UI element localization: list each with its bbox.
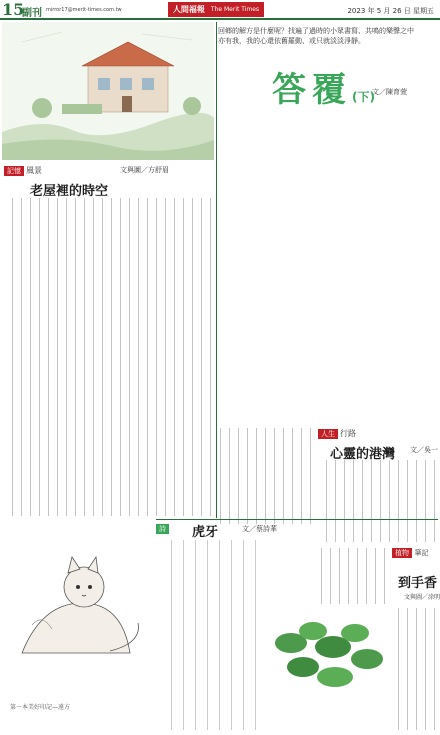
- left-section-label: [4, 165, 42, 176]
- plant-byline: 文與圖／涂明: [404, 594, 440, 601]
- poem-body: [160, 540, 260, 730]
- feature-byline: 文／陳育萱: [372, 88, 407, 96]
- plant-section-sub: 筆記: [414, 549, 429, 557]
- life-title: 心靈的港灣: [330, 447, 396, 462]
- lower-middle-body: [318, 548, 388, 604]
- poem-byline: 文／蔡詩華: [242, 525, 277, 533]
- newspaper-logo: [168, 2, 264, 17]
- middle-article-body: [218, 428, 314, 524]
- cat-caption: 第一本美好印記—遠方: [10, 704, 71, 711]
- feature-title-text: 答覆: [272, 70, 352, 110]
- plant-section-tag: 植物: [392, 548, 412, 558]
- left-byline: 文與圖／方舒眉: [120, 166, 169, 174]
- left-section-sub: 風景: [26, 166, 42, 175]
- life-section-sub: 行路: [340, 429, 356, 438]
- divider-middle: [156, 519, 438, 520]
- life-byline: 文／吳一: [410, 446, 438, 454]
- left-article-body: [4, 198, 214, 516]
- house-illustration: [2, 22, 214, 160]
- life-section-label: [318, 428, 356, 439]
- plant-title: 到手香: [398, 576, 438, 591]
- issue-date: 2023 年 5 月 26 日 星期五: [347, 7, 434, 15]
- poem-title: 虎牙: [192, 525, 219, 540]
- plant-body: [392, 608, 438, 730]
- life-body: [318, 460, 438, 542]
- plant-section-label: [392, 548, 429, 558]
- page-header: [0, 0, 440, 20]
- section-name: 副刊: [22, 8, 42, 19]
- left-section-tag: 記憶: [4, 166, 24, 176]
- cat-illustration: [2, 533, 152, 669]
- life-section-tag: 人生: [318, 429, 338, 439]
- left-article-title: 老屋裡的時空: [30, 184, 109, 199]
- logo-text: 人間福報: [172, 5, 205, 14]
- logo-en: The Merit Times: [210, 6, 260, 13]
- poem-section-tag: 詩: [156, 524, 169, 534]
- poem-section-label: [156, 524, 171, 534]
- feature-title-suffix: (下): [352, 90, 375, 104]
- feature-teaser: 回鄉的解方是什麼呢？找遍了過時的小眾書寫、共鳴的樂聲之中亦有我，我的心還依舊羅動、或只就淡淡淨靜。: [218, 27, 414, 45]
- page-number: 15: [2, 0, 25, 19]
- plant-photo: [263, 603, 391, 703]
- contact-email[interactable]: mirror17@merit-times.com.tw: [46, 7, 122, 13]
- divider-left: [216, 22, 217, 518]
- feature-body-column: [218, 100, 438, 422]
